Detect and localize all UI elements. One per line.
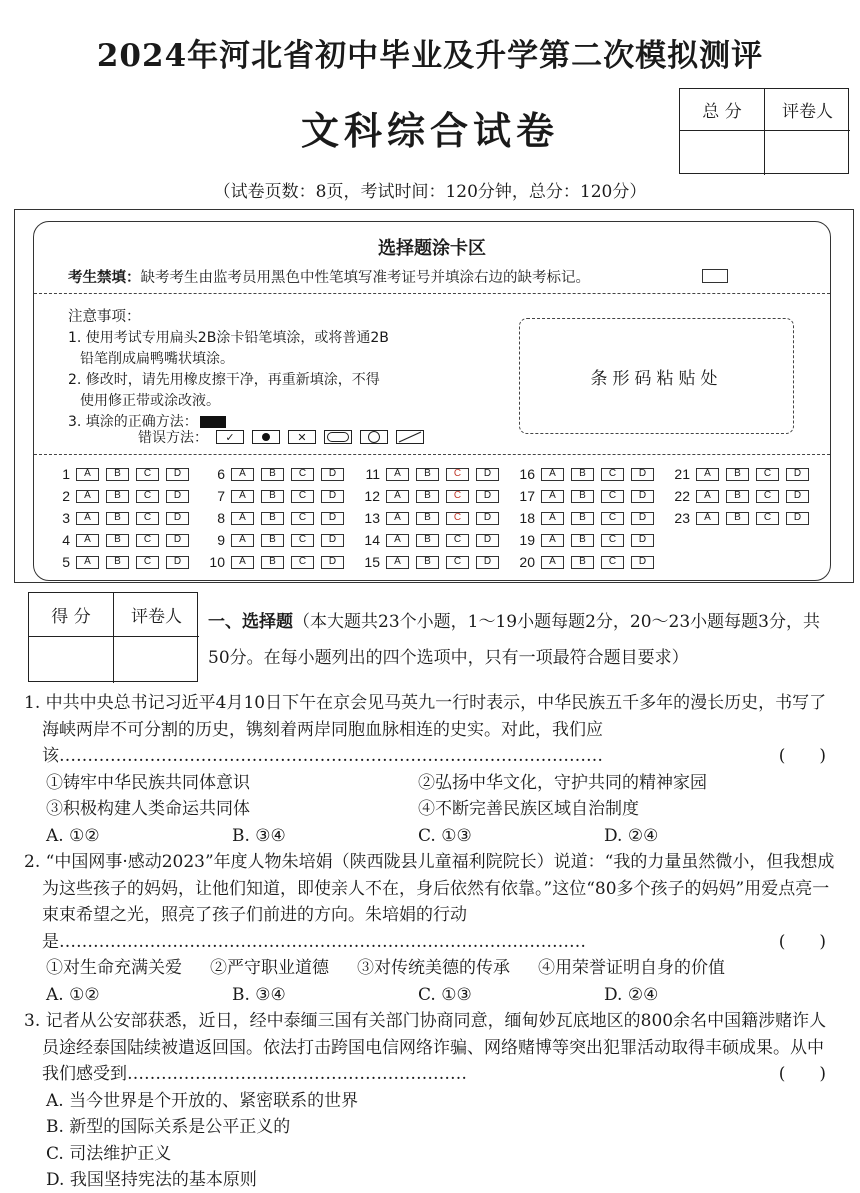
bubble-option-b[interactable]: B xyxy=(571,490,594,503)
bubble-option-d[interactable]: D xyxy=(786,468,809,481)
section-title: 一、选择题 xyxy=(208,612,293,632)
question-3: 3. 记者从公安部获悉，近日，经中泰缅三国有关部门协商同意，缅甸妙瓦底地区的800余名中国籍涉赌诈人员途经泰国陆续被遣返回国。依法打击跨国电信网络诈骗、网络赌博等突出犯罪活动取得丰硕成果。从中我们感受到…………………………………………………… ( ) xyxy=(24,1008,836,1088)
bubble-question-number: 19 xyxy=(519,532,535,548)
bubble-option-a[interactable]: A xyxy=(696,490,719,503)
bubble-question-16 xyxy=(513,466,661,482)
bubble-option-b[interactable]: B xyxy=(106,468,129,481)
question-1: 1. 中共中央总书记习近平4月10日下午在京会见马英九一行时表示，中华民族五千多年的漫长历史，书写了海峡两岸不可分割的历史，镌刻着两岸同胞血脉相连的史实。对此，我们应该…………………………………………………………………………………… ( ) xyxy=(24,690,836,770)
bubble-option-a[interactable]: A xyxy=(696,512,719,525)
section-desc: （本大题共23个小题，1～19小题每题2分，20～23小题每题3分，共50分。在每小题列出的四个选项中，只有一项最符合题目要求） xyxy=(208,612,820,668)
dashed-divider xyxy=(34,293,830,294)
bubble-option-d[interactable]: D xyxy=(786,490,809,503)
bubble-option-c[interactable]: C xyxy=(136,534,159,547)
bubble-option-c[interactable]: C xyxy=(291,556,314,569)
bubble-option-b[interactable]: B xyxy=(261,534,284,547)
option-d: D. 我国坚持宪法的基本原则 xyxy=(46,1170,257,1190)
bubble-question-18 xyxy=(513,510,661,526)
bubble-option-b[interactable]: B xyxy=(106,534,129,547)
bubble-option-a[interactable]: A xyxy=(231,468,254,481)
bubble-option-a[interactable]: A xyxy=(541,512,564,525)
bubble-question-number: 9 xyxy=(217,532,225,548)
bubble-question-number: 20 xyxy=(519,554,535,570)
bubble-option-a[interactable]: A xyxy=(386,512,409,525)
bubble-option-b[interactable]: B xyxy=(261,490,284,503)
bubble-question-number: 4 xyxy=(62,532,70,548)
bubble-question-number: 15 xyxy=(364,554,380,570)
statements-row xyxy=(24,796,836,823)
bubble-option-c[interactable]: C xyxy=(601,556,624,569)
bubble-option-c[interactable]: C xyxy=(291,468,314,481)
answer-card-title: 选择题涂卡区 xyxy=(378,238,486,259)
bubble-question-number: 3 xyxy=(62,510,70,526)
bubble-option-b[interactable]: B xyxy=(261,512,284,525)
bubble-option-b[interactable]: B xyxy=(261,468,284,481)
bubble-option-c[interactable]: C xyxy=(291,490,314,503)
statement: ④不断完善民族区域自治制度 xyxy=(418,799,639,819)
statement: ③对传统美德的传承 xyxy=(357,958,510,978)
paper-info: （试卷页数：8页，考试时间：120分钟，总分：120分） xyxy=(213,182,647,202)
bubble-option-d[interactable]: D xyxy=(166,534,189,547)
bubble-question-14 xyxy=(358,532,506,548)
bubble-question-20 xyxy=(513,554,661,570)
bubble-question-1 xyxy=(48,466,196,482)
note-2b: 使用修正带或涂改液。 xyxy=(80,393,220,409)
bubble-option-b[interactable]: B xyxy=(726,512,749,525)
statements-row xyxy=(24,770,836,797)
bubble-option-a[interactable]: A xyxy=(76,468,99,481)
bubble-option-d[interactable]: D xyxy=(476,468,499,481)
bubble-option-d[interactable]: D xyxy=(166,556,189,569)
bubble-option-a[interactable]: A xyxy=(386,490,409,503)
bubble-question-number: 2 xyxy=(62,488,70,504)
bubble-option-a[interactable]: A xyxy=(231,534,254,547)
bubble-option-a[interactable]: A xyxy=(231,556,254,569)
bubble-question-number: 7 xyxy=(217,488,225,504)
option-a: A. 当今世界是个开放的、紧密联系的世界 xyxy=(46,1090,359,1111)
option-c: C. 司法维护正义 xyxy=(46,1143,172,1164)
bubble-question-3 xyxy=(48,510,196,526)
bubble-option-d[interactable]: D xyxy=(476,512,499,525)
bubble-question-number: 5 xyxy=(62,554,70,570)
section-grader-header: 评卷人 xyxy=(114,593,199,637)
option-a: A. ①② xyxy=(46,984,100,1005)
bubble-question-10 xyxy=(203,554,351,570)
section-score-table xyxy=(28,592,198,682)
statement: ①铸牢中华民族共同体意识 xyxy=(46,772,250,793)
bubble-question-number: 13 xyxy=(364,510,380,526)
total-score-table xyxy=(679,88,849,174)
bubble-option-d[interactable]: D xyxy=(166,512,189,525)
statement: ①对生命充满关爱 xyxy=(46,958,182,978)
bubble-option-a[interactable]: A xyxy=(541,556,564,569)
option-c: C. ①③ xyxy=(418,984,472,1005)
bubble-option-a[interactable]: A xyxy=(541,490,564,503)
ring-icon xyxy=(360,430,388,444)
option-b: B. ③④ xyxy=(232,825,286,846)
section-heading xyxy=(208,604,828,676)
bubble-option-a[interactable]: A xyxy=(386,534,409,547)
grader-cell[interactable] xyxy=(765,131,850,175)
absent-mark-box[interactable] xyxy=(702,269,728,283)
bubble-option-c[interactable]: C xyxy=(291,534,314,547)
dot-icon xyxy=(252,430,280,444)
bubble-question-7 xyxy=(203,488,351,504)
bubble-option-d[interactable]: D xyxy=(321,490,344,503)
bubble-option-b[interactable]: B xyxy=(571,468,594,481)
bubble-option-c[interactable]: C xyxy=(136,512,159,525)
bubble-question-number: 11 xyxy=(365,466,380,482)
absent-notice-label: 考生禁填： xyxy=(68,269,141,286)
grader-header: 评卷人 xyxy=(765,89,850,131)
answer-card xyxy=(33,221,831,581)
bubble-question-17 xyxy=(513,488,661,504)
section-score-cell[interactable] xyxy=(29,637,114,683)
bubble-option-b[interactable]: B xyxy=(416,490,439,503)
bubble-option-a[interactable]: A xyxy=(76,490,99,503)
bubble-option-d[interactable]: D xyxy=(786,512,809,525)
bubble-question-23 xyxy=(668,510,816,526)
bubble-option-b[interactable]: B xyxy=(416,556,439,569)
bubble-question-15 xyxy=(358,554,506,570)
check-mark-icon: ✓ xyxy=(216,430,244,444)
bubble-option-c[interactable]: C xyxy=(136,490,159,503)
bubble-option-c[interactable]: C xyxy=(446,534,469,547)
answer-paren: ( ) xyxy=(778,1064,826,1084)
bubble-option-c[interactable]: C xyxy=(756,468,779,481)
bubble-question-2 xyxy=(48,488,196,504)
bubble-option-c[interactable]: C xyxy=(446,512,469,525)
section-score-header: 得 分 xyxy=(29,593,114,637)
bubble-option-b[interactable]: B xyxy=(726,490,749,503)
bubble-option-d[interactable]: D xyxy=(321,512,344,525)
questions xyxy=(24,690,836,1193)
bubble-question-11 xyxy=(358,466,506,482)
bubble-question-number: 22 xyxy=(674,488,690,504)
options-row xyxy=(24,823,836,850)
bubble-question-13 xyxy=(358,510,506,526)
bubble-option-b[interactable]: B xyxy=(416,468,439,481)
option-c: C. ①③ xyxy=(418,825,472,846)
options-row xyxy=(24,982,836,1009)
bubble-question-number: 21 xyxy=(674,466,690,482)
bubble-option-c[interactable]: C xyxy=(601,490,624,503)
bubble-option-b[interactable]: B xyxy=(571,512,594,525)
bubble-question-number: 18 xyxy=(519,510,535,526)
bubble-option-c[interactable]: C xyxy=(601,468,624,481)
bubble-option-a[interactable]: A xyxy=(696,468,719,481)
bubble-grid xyxy=(48,466,828,576)
bubble-option-b[interactable]: B xyxy=(571,534,594,547)
bubble-option-a[interactable]: A xyxy=(76,512,99,525)
bubble-option-a[interactable]: A xyxy=(541,534,564,547)
bubble-question-21 xyxy=(668,466,816,482)
bubble-option-d[interactable]: D xyxy=(166,490,189,503)
notes-title: 注意事项： xyxy=(68,309,141,325)
note-2a: 2. 修改时，请先用橡皮擦干净，再重新填涂，不得 xyxy=(68,372,380,388)
bubble-option-b[interactable]: B xyxy=(571,556,594,569)
cross-icon: ✕ xyxy=(288,430,316,444)
option-b: B. 新型的国际关系是公平正义的 xyxy=(46,1117,291,1137)
bubble-option-a[interactable]: A xyxy=(541,468,564,481)
bubble-question-4 xyxy=(48,532,196,548)
bubble-option-c[interactable]: C xyxy=(601,512,624,525)
bubble-question-5 xyxy=(48,554,196,570)
bubble-question-6 xyxy=(203,466,351,482)
bubble-question-12 xyxy=(358,488,506,504)
bubble-question-19 xyxy=(513,532,661,548)
bubble-question-9 xyxy=(203,532,351,548)
option-d: D. ②④ xyxy=(604,984,659,1005)
bubble-option-c[interactable]: C xyxy=(291,512,314,525)
answer-paren: ( ) xyxy=(778,931,826,952)
total-score-header: 总 分 xyxy=(680,89,765,131)
statement: ②弘扬中华文化，守护共同的精神家园 xyxy=(418,772,707,793)
bubble-option-c[interactable]: C xyxy=(136,556,159,569)
option-a: A. ①② xyxy=(46,825,100,846)
oval-icon xyxy=(324,430,352,444)
statements-row xyxy=(24,955,836,982)
absent-notice-text: 缺考考生由监考员用黑色中性笔填写准考证号并填涂右边的缺考标记。 xyxy=(140,270,590,286)
bubble-option-a[interactable]: A xyxy=(386,468,409,481)
bubble-option-a[interactable]: A xyxy=(76,534,99,547)
note-1b: 铅笔削成扁鸭嘴状填涂。 xyxy=(80,351,234,367)
bubble-option-d[interactable]: D xyxy=(631,556,654,569)
bubble-option-d[interactable]: D xyxy=(476,534,499,547)
slash-icon xyxy=(396,430,424,444)
bubble-question-number: 17 xyxy=(519,488,535,504)
notes-block xyxy=(68,307,389,433)
dashed-divider xyxy=(34,454,830,455)
question-2: 2. “中国网事·感动2023”年度人物朱培娟（陕西陇县儿童福利院院长）说道：“我的力量虽然微小，但我想成为这些孩子的妈妈，让他们知道，即使亲人不在，身后依然有依靠。”这位“80多个孩子的妈妈”用爱点亮一束束希望之光，照亮了孩子们前进的方向。朱培娟的行动是………………………………………………………………………………… ( ) xyxy=(24,849,836,955)
bubble-option-c[interactable]: C xyxy=(601,534,624,547)
bubble-option-d[interactable]: D xyxy=(631,534,654,547)
barcode-area: 条形码粘贴处 xyxy=(519,318,794,434)
option-d: D. ②④ xyxy=(604,825,659,846)
total-score-cell[interactable] xyxy=(680,131,765,175)
bubble-option-b[interactable]: B xyxy=(261,556,284,569)
wrong-methods-label: 错误方法： xyxy=(138,430,208,446)
bubble-option-b[interactable]: B xyxy=(416,512,439,525)
bubble-question-number: 6 xyxy=(217,466,225,482)
bubble-question-22 xyxy=(668,488,816,504)
bubble-option-d[interactable]: D xyxy=(476,490,499,503)
exam-main-title: 2024年河北省初中毕业及升学第二次模拟测评 xyxy=(96,38,764,74)
bubble-option-d[interactable]: D xyxy=(321,468,344,481)
answer-paren: ( ) xyxy=(778,746,826,766)
bubble-option-d[interactable]: D xyxy=(476,556,499,569)
bubble-option-a[interactable]: A xyxy=(386,556,409,569)
option-b: B. ③④ xyxy=(232,984,286,1005)
bubble-option-b[interactable]: B xyxy=(416,534,439,547)
bubble-option-a[interactable]: A xyxy=(231,512,254,525)
bubble-option-b[interactable]: B xyxy=(106,490,129,503)
section-grader-cell[interactable] xyxy=(114,637,199,683)
bubble-option-c[interactable]: C xyxy=(136,468,159,481)
bubble-option-c[interactable]: C xyxy=(446,468,469,481)
bubble-option-d[interactable]: D xyxy=(321,534,344,547)
bubble-question-number: 23 xyxy=(674,510,690,526)
bubble-option-b[interactable]: B xyxy=(106,512,129,525)
bubble-question-number: 1 xyxy=(62,466,70,482)
bubble-question-number: 14 xyxy=(364,532,380,548)
note-1a: 1. 使用考试专用扁头2B涂卡铅笔填涂，或将普通2B xyxy=(68,330,389,346)
bubble-question-number: 16 xyxy=(519,466,535,482)
bubble-option-d[interactable]: D xyxy=(166,468,189,481)
bubble-option-b[interactable]: B xyxy=(106,556,129,569)
bubble-option-c[interactable]: C xyxy=(756,490,779,503)
bubble-question-number: 12 xyxy=(364,488,380,504)
bubble-option-a[interactable]: A xyxy=(231,490,254,503)
statement: ③积极构建人类命运共同体 xyxy=(46,799,250,819)
bubble-option-d[interactable]: D xyxy=(321,556,344,569)
bubble-option-d[interactable]: D xyxy=(631,468,654,481)
statement: ④用荣誉证明自身的价值 xyxy=(538,958,725,978)
bubble-option-d[interactable]: D xyxy=(631,490,654,503)
bubble-option-c[interactable]: C xyxy=(446,490,469,503)
bubble-option-c[interactable]: C xyxy=(446,556,469,569)
absent-notice xyxy=(68,266,590,287)
wrong-methods xyxy=(138,427,424,447)
bubble-question-number: 8 xyxy=(217,510,225,526)
bubble-option-c[interactable]: C xyxy=(756,512,779,525)
bubble-option-b[interactable]: B xyxy=(726,468,749,481)
bubble-question-number: 10 xyxy=(209,554,225,570)
statement: ②严守职业道德 xyxy=(210,958,329,978)
exam-subject-title: 文科综合试卷 xyxy=(300,108,559,153)
bubble-option-d[interactable]: D xyxy=(631,512,654,525)
bubble-question-8 xyxy=(203,510,351,526)
bubble-option-a[interactable]: A xyxy=(76,556,99,569)
note-3: 3. 填涂的正确方法： xyxy=(68,412,389,433)
